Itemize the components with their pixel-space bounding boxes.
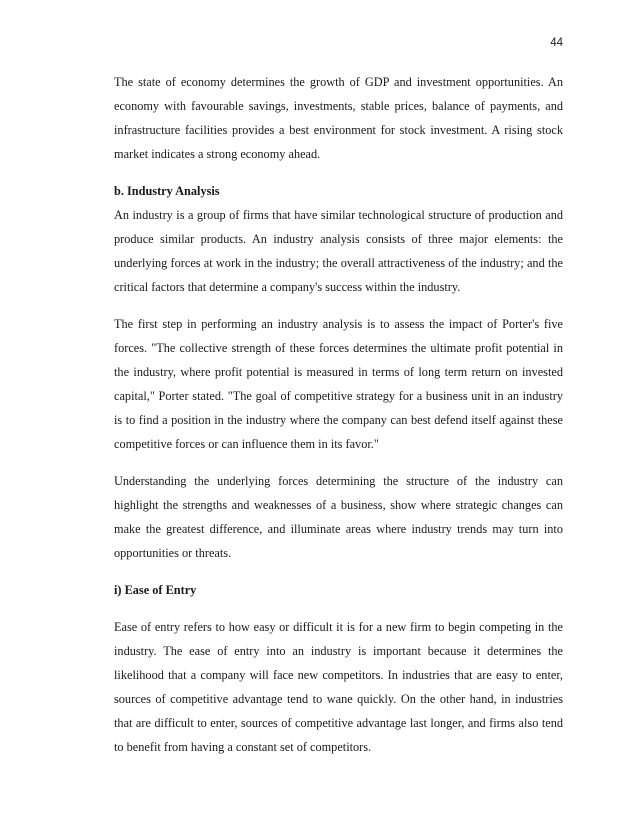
- document-body: [114, 70, 563, 759]
- paragraph-ease-of-entry: Ease of entry refers to how easy or difficult it is for a new firm to begin competing in the industry. The ease of entry into an industry is important because it determines the likelihood that a company will face new competitors. In industries that are easy to enter, sources of competitive advantage tend to wane quickly. On the other hand, in industries that are difficult to enter, sources of competitive advantage last longer, and firms also tend to benefit from having a constant set of competitors.: [114, 620, 563, 754]
- paragraph-industry-definition: An industry is a group of firms that have similar technological structure of production and produce similar products. An industry analysis consists of three major elements: the underlying forces at work in the industry; the overall attractiveness of the industry; and the critical factors that determine a company's success within the industry.: [114, 208, 563, 294]
- paragraph-underlying-forces: Understanding the underlying forces determining the structure of the industry can highlight the strengths and weaknesses of a business, show where strategic changes can make the greatest difference, and illuminate areas where industry trends may turn into opportunities or threats.: [114, 474, 563, 560]
- page-number: 44: [550, 37, 563, 49]
- paragraph-porter-forces: The first step in performing an industry analysis is to assess the impact of Porter's five forces. "The collective strength of these forces determines the ultimate profit potential in the industry, where profit potential is measured in terms of long term return on invested capital," Porter stated. "The goal of competitive strategy for a business unit in an industry is to find a position in the industry where the company can best defend itself against these competitive forces or can influence them in its favor.": [114, 317, 563, 451]
- paragraph-economy: The state of economy determines the growth of GDP and investment opportunities. An economy with favourable savings, investments, stable prices, balance of payments, and infrastructure facilities provides a best environment for stock investment. A rising stock market indicates a strong economy ahead.: [114, 75, 563, 161]
- heading-ease-of-entry: i) Ease of Entry: [114, 583, 197, 597]
- heading-industry-analysis: b. Industry Analysis: [114, 184, 220, 198]
